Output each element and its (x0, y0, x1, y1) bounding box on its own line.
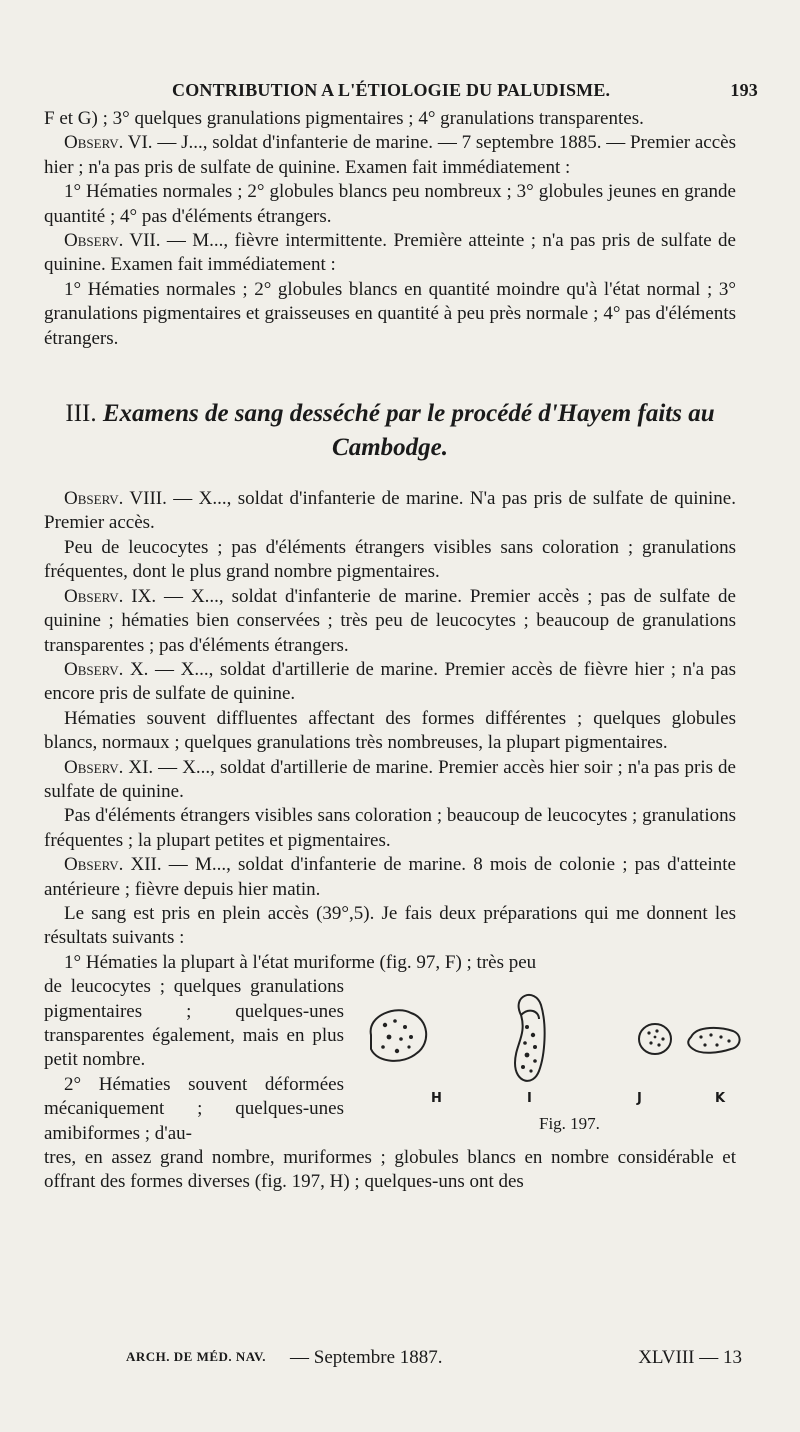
observation-label: Observ. VIII. (64, 488, 167, 510)
paragraph (44, 180, 736, 229)
observation-label: Observ. XI. (64, 756, 154, 778)
paragraph (44, 487, 736, 536)
cell-i-drawing (515, 995, 545, 1081)
fig-label-h: H (431, 1091, 442, 1107)
paragraph-text: Pas d'éléments étrangers visibles sans coloration ; beaucoup de leucocytes ; granulations fréquentes ; la plupart petites et pigmentaires. (44, 805, 736, 851)
paragraphs-section (44, 487, 736, 975)
paragraph-after-figure: tres, en assez grand nombre, muriformes ; globules blancs en nombre considérable et offrant des formes diverses (fig. 197, H) ; quelques-uns ont des (44, 1147, 736, 1193)
footer-journal: ARCH. DE MÉD. NAV. (126, 1349, 266, 1364)
section-title-text: Examens de sang desséché par le procédé d'Hayem faits au Cambodge. (102, 400, 715, 462)
paragraph (44, 707, 736, 756)
paragraph (44, 131, 736, 180)
figure-197 (349, 975, 741, 1151)
paragraph-text: — X..., soldat d'infanterie de marine. N'a pas pris de sulfate de quinine. Premier accès. (44, 488, 736, 534)
paragraph-text: — M..., fièvre intermittente. Première atteinte ; n'a pas pris de sulfate de quinine. Examen fait immédiatement : (44, 230, 736, 276)
fig-label-i: I (527, 1091, 532, 1107)
paragraph-text: Hématies souvent diffluentes affectant des formes différentes ; quelques globules blancs, normaux ; quelques granulations très nombreuses, la plupart pigmentaires. (44, 707, 736, 754)
paragraph-text: 2° Hématies souvent déformées mécaniquement ; quelques-unes amibiformes ; d'au- (44, 1073, 344, 1144)
paragraph (44, 853, 736, 902)
paragraph-text: 1° Hématies la plupart à l'état muriforme (fig. 97, F) ; très peu (64, 951, 537, 973)
figure-wrap-text (44, 975, 344, 1146)
paragraph-text: — J..., soldat d'infanterie de marine. — 7 septembre 1885. — Premier accès hier ; n'a pas pris de sulfate de quinine. Examen fait immédiatement : (44, 132, 736, 178)
paragraph-text: Le sang est pris en plein accès (39°,5). Je fais deux préparations qui me donnent les résultats suivants : (44, 902, 736, 949)
observation-label: Observ. VII. (64, 230, 161, 252)
page-number: 193 (730, 80, 758, 100)
running-header (44, 76, 764, 104)
paragraph-text: 1° Hématies normales ; 2° globules blancs peu nombreux ; 3° globules jeunes en grande quantité ; 4° pas d'éléments étrangers. (44, 181, 736, 227)
body-text (44, 107, 736, 1195)
section-number: III. (65, 400, 97, 428)
cell-k-drawing (688, 1028, 739, 1053)
observation-label: Observ. IX. (64, 585, 157, 607)
paragraph-text: — X..., soldat d'artillerie de marine. Premier accès de fièvre hier ; n'a pas encore pris de sulfate de quinine. (44, 658, 736, 705)
footer (126, 1347, 742, 1373)
paragraph-text: — X..., soldat d'artillerie de marine. Premier accès hier soir ; n'a pas pris de sulfate de quinine. (44, 756, 736, 802)
paragraph (44, 756, 736, 805)
paragraph (44, 975, 344, 1073)
observation-label: Observ. VI. (64, 132, 153, 154)
paragraph (44, 804, 736, 853)
paragraph (44, 902, 736, 951)
paragraph (44, 278, 736, 351)
paragraph (44, 658, 736, 707)
paragraph (44, 107, 736, 131)
paragraph (44, 951, 736, 975)
paragraph (44, 229, 736, 278)
paragraph-text: de leucocytes ; quelques granulations pigmentaires ; quelques-unes transparentes également, mais en plus petit nombre. (44, 976, 344, 1071)
figure-wrap-block (44, 975, 736, 1146)
paragraph-text: — M..., soldat d'infanterie de marine. 8 mois de colonie ; pas d'atteinte antérieure ; fièvre depuis hier matin. (44, 854, 736, 900)
paragraph (44, 536, 736, 585)
fig-label-k: K (715, 1091, 726, 1107)
footer-date: — Septembre 1887. (290, 1347, 443, 1368)
footer-volume: XLVIII — 13 (638, 1347, 742, 1368)
paragraph (44, 1073, 344, 1146)
fig-label-j: J (637, 1091, 642, 1107)
paragraph-text: 1° Hématies normales ; 2° globules blancs en quantité moindre qu'à l'état normal ; 3° granulations pigmentaires et graisseuses en quantité à peu près normale ; 4° pas d'éléments étrangers. (44, 278, 736, 349)
cell-h-drawing (371, 1010, 427, 1061)
header-title: CONTRIBUTION A L'ÉTIOLOGIE DU PALUDISME. (172, 80, 611, 100)
observation-label: Observ. X. (64, 658, 149, 680)
cell-j-drawing (639, 1024, 671, 1054)
observation-label: Observ. XII. (64, 854, 162, 876)
paragraph-text: F et G) ; 3° quelques granulations pigmentaires ; 4° granulations transparentes. (44, 108, 644, 129)
paragraphs-top (44, 107, 736, 351)
figure-caption: Fig. 197. (539, 1114, 600, 1134)
section-heading (44, 397, 736, 465)
paragraph (44, 585, 736, 658)
paragraph-text: — X..., soldat d'infanterie de marine. Premier accès ; pas de sulfate de quinine ; hématies bien conservées ; très peu de leucocytes ; beaucoup de granulations transparentes ; pas d'éléments étrangers. (44, 585, 736, 656)
paragraph-text: Peu de leucocytes ; pas d'éléments étrangers visibles sans coloration ; granulations fréquentes, dont le plus grand nombre pigmentaires. (44, 536, 736, 583)
